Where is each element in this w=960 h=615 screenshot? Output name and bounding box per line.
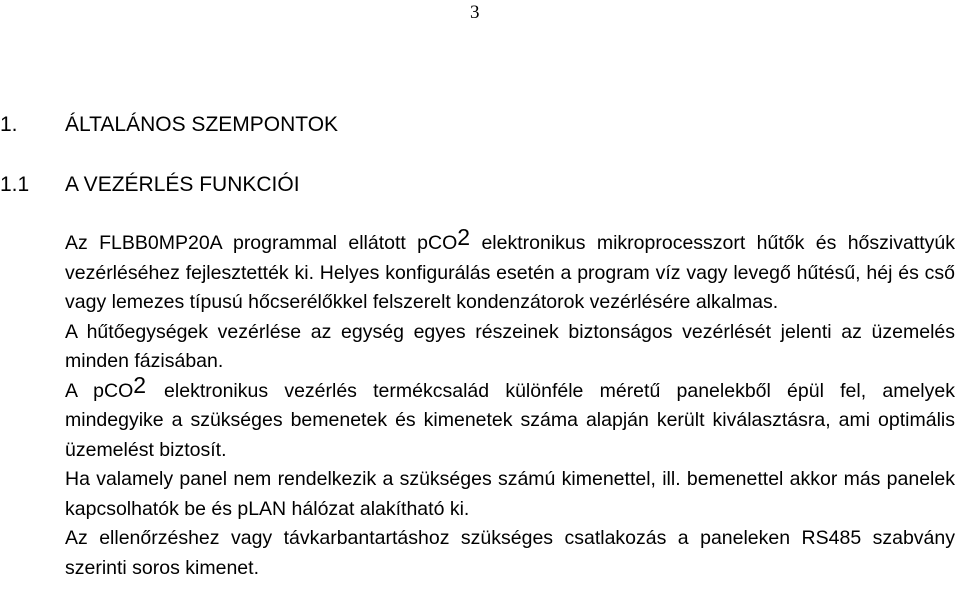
paragraph-3-start: A pCO — [65, 379, 134, 402]
paragraph-5: Az ellenőrzéshez vagy távkarbantartáshoz szükséges csatlakozás a paneleken RS485 szabvány szerinti soros kimenet. — [65, 527, 955, 579]
paragraph-4: Ha valamely panel nem rendelkezik a szükséges számú kimenettel, ill. bemenettel akkor más panelek kapcsolhatók be és pLAN hálózat alakítható ki. — [65, 468, 955, 520]
subsection-title: A VEZÉRLÉS FUNKCIÓI — [65, 173, 300, 196]
superscript-2: 2 — [133, 371, 147, 398]
section-title: ÁLTALÁNOS SZEMPONTOK — [65, 113, 339, 136]
page-number: 3 — [470, 2, 480, 23]
paragraph-1-start: Az FLBB0MP20A programmal ellátott pCO — [65, 232, 458, 254]
subsection-number: 1.1 — [0, 173, 30, 196]
superscript-2: 2 — [457, 224, 471, 250]
paragraph-1-rest: elektronikus mikroprocesszort hűtők és hőszivattyúk vezérléséhez fejlesztették ki. Helyes konfigurálás esetén a program víz vagy levegő hűtésű, héj és cső vagy lemezes típusú hőcserélőkkel felszerelt kondenzátorok vezérlésére alkalmas. — [65, 232, 955, 313]
body-text — [65, 224, 955, 583]
paragraph-1 — [65, 224, 955, 318]
paragraph-3-rest: elektronikus vezérlés termékcsalád különféle méretű panelekből épül fel, amelyek mindegyike a szükséges bemenetek és kimenetek száma alapján került kiválasztásra, ami optimális üzemelést biztosít. — [65, 379, 955, 461]
paragraph-2: A hűtőegységek vezérlése az egység egyes részeinek biztonságos vezérlését jelenti az üzemelés minden fázisában. — [65, 320, 955, 372]
paragraph-3 — [65, 371, 955, 466]
section-number: 1. — [0, 113, 18, 136]
